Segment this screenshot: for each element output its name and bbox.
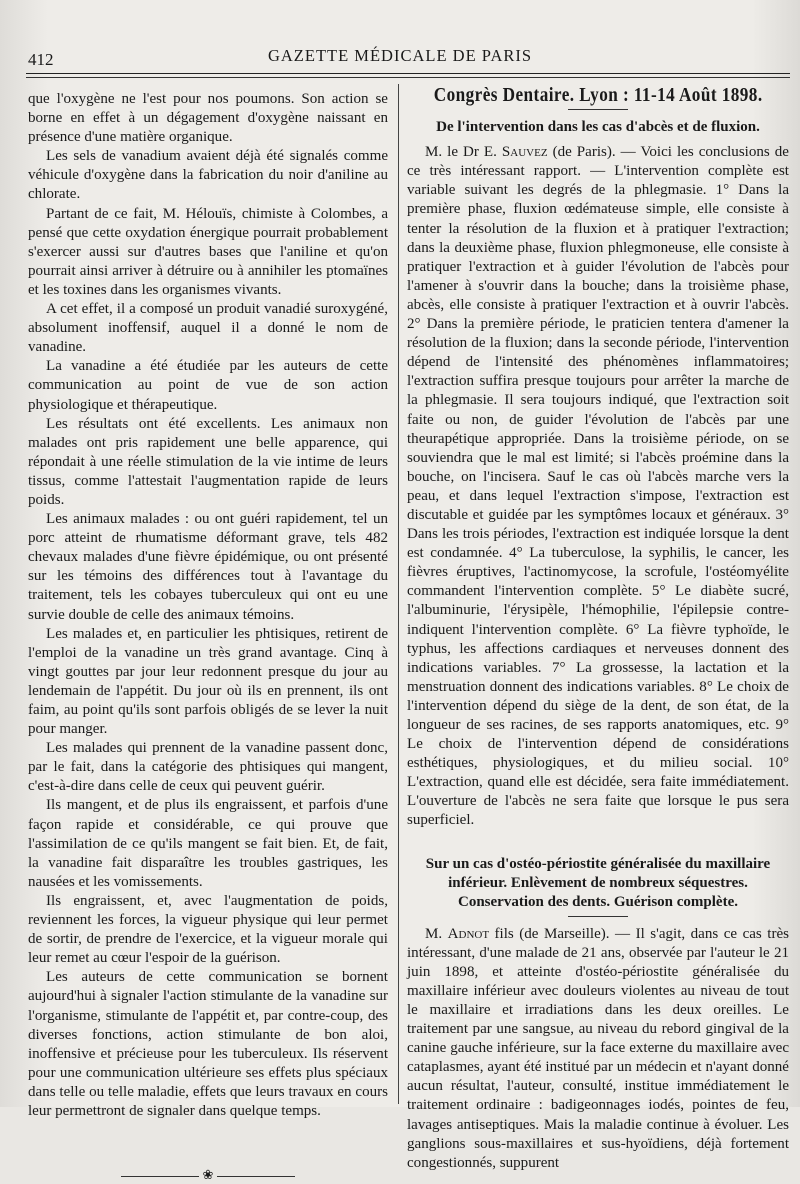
- paragraph: Les auteurs de cette communication se bornent aujourd'hui à signaler l'action stimulante de la vanadine sur l'organisme, stimulante de l'appétit et, par contre-coup, des diverses fonctions, action stimulante de bon aloi, inoffensive et précieuse pour les tuberculeux. Ils réservent pour une communication ultérieure ses effets plus spéciaux dans telle ou telle maladie, effets que leurs travaux en cours leur permettront de signaler dans quelque temps.: [28, 969, 388, 1119]
- section-title-osteo: Sur un cas d'ostéo-périostite généralisée du maxillaire inférieur. Enlèvement de nombreux séquestres. Conservation des dents. Guérison complète.: [425, 855, 771, 910]
- paragraph: Les sels de vanadium avaient déjà été signalés comme véhicule d'oxygène dans la fabrication du noir d'aniline au chlorate.: [28, 148, 388, 203]
- author-prefix: M.: [425, 925, 448, 942]
- paragraph: La vanadine a été étudiée par les auteurs de cette communication au point de vue de son action physiologique et thérapeutique.: [28, 358, 388, 413]
- section-title-abces: De l'intervention dans les cas d'abcès et de fluxion.: [436, 119, 760, 136]
- left-column: [28, 90, 388, 1184]
- running-title: GAZETTE MÉDICALE DE PARIS: [267, 46, 533, 65]
- page-number: 412: [28, 50, 54, 69]
- paragraph: Les résultats ont été excellents. Les animaux non malades ont pris rapidement une belle apparence, qui répondait à une réelle stimulation de la vie intime de leurs tissus, comme l'attestait l'augmentation rapide de leurs poids.: [28, 415, 388, 508]
- author-name: Sauvez: [501, 144, 548, 161]
- paragraph: Partant de ce fait, M. Hélouïs, chimiste à Colombes, a pensé que cette oxydation énergique pourrait probablement s'exercer aussi sur d'autres bases que l'aniline et qu'on pourrait ainsi arriver à détruire ou à annihiler les ptomaïnes et les toxines dans les organismes vivants.: [28, 205, 388, 298]
- section-body: fils (de Marseille). — Il s'agit, dans ce cas très intéressant, d'une malade de 21 ans, observée par l'auteur le 21 juin 1898, et atteinte d'ostéo-périostite généralisée du maxillaire inférieur avec douleurs violentes au niveau de tout le maxillaire et irradiations dans les deux oreilles. Le traitement par une sangsue, au niveau du rebord gingival de la canine gauche inférieure, sur la face externe du maxillaire avec cataplasmes, ayant été institué par un médecin et n'ayant donné aucun résultat, l'auteur, consulté, institue immédiatement le traitement ordinaire : badigeonnages iodés, pointes de feu, lavages antiseptiques. Mais la maladie continue à évoluer. Les ganglions sous-maxillaires et sus-hyoïdiens, déjà fortement congestionnés, suppurent: [407, 925, 789, 1171]
- author-prefix: M. le Dr E.: [425, 144, 502, 161]
- title-rule: [568, 916, 628, 917]
- ornament-divider: [28, 1165, 388, 1184]
- paragraph: Les animaux malades : ou ont guéri rapidement, tel un porc atteint de rhumatisme déformant grave, tels 482 chevaux malades d'une fièvre épidémique, ou ont présenté sur les témoins des différences tout à l'avantage du traitement, tels les cobayes tuberculeux qui ont eu une survie double de celle des animaux témoins.: [28, 511, 388, 623]
- ornament-icon: ❀: [202, 1167, 214, 1183]
- section-osteo-text: [407, 925, 789, 1173]
- paragraph: Ils mangent, et de plus ils engraissent, et parfois d'une façon rapide et considérable, ce qui prouve que l'assimilation de ce qu'ils mangent se fait bien. Et, de fait, la vanadine fait disparaître les troubles gastriques, les nausées et les vomissements.: [28, 797, 388, 890]
- author-name: Adnot: [447, 925, 490, 942]
- paragraph: Les malades qui prennent de la vanadine passent donc, par le fait, dans la catégorie des phtisiques qui mangent, c'est-à-dire dans celle de ceux qui peuvent guérir.: [28, 740, 388, 795]
- right-column: [407, 86, 789, 1173]
- section-body: (de Paris). — Voici les conclusions de ce très intéressant rapport. — L'intervention complète est variable suivant les degrés de la phlegmasie. 1° Dans la première phase, fluxion œdémateuse simple, elle consiste à tenter la résolution de la fluxion et à pratiquer l'extraction; dans la deuxième phase, fluxion phlegmoneuse, elle consiste à pratiquer l'extraction et à guider l'évolution de l'abcès pour l'amener à s'ouvrir dans la bouche; dans la troisième phase, abcès, elle consiste à pratiquer l'extraction et à ouvrir l'abcès. 2° Dans la première période, le praticien tentera d'amener la résolution de la fluxion; dans la seconde période, l'intervention dépend de l'intensité des phénomènes inflammatoires; l'extraction suffira presque toujours pour arrêter la marche de la phlegmasie. Il sera toujours indiqué, que l'extraction soit faite ou non, de guider l'évolution de l'abcès par une theurapétique appropriée. Dans la troisième période, on se souviendra que le mal est limité; si l'abcès proémine dans la bouche, on l'incisera. Sauf le cas où l'abcès marche vers la peau, et dans lequel l'extraction s'impose, l'extraction est discutable et guidée par les symptômes locaux et généraux. 3° Dans les trois périodes, l'extraction est indiquée lorsque la dent est condamnée. 4° La tuberculose, la syphilis, le cancer, les fièvres éruptives, l'actinomycose, la scrofule, l'ostéomyélite commandent l'intervention complète. 5° Le diabète sucré, l'albuminurie, l'érysipèle, l'hémophilie, l'épilepsie contre-indiquent l'intervention complète. 6° La fièvre typhoïde, le typhus, les affections cardiaques et nerveuses donnent des indications variables. 7° La grossesse, la lactation et la menstruation donnent des indications variables. 8° Le choix de l'intervention dépend du siège de la dent, de son état, de la longueur de ses racines, de ses rapports anatomiques, etc. 9° Le choix de l'intervention dépend de considérations esthétiques, physiologiques, et du milieu social. 10° L'extraction, quand elle est décidée, sera faite immédiatement. L'ouverture de l'abcès ne sera faite que lorsque le pus sera superficiel.: [407, 144, 789, 829]
- section-abces-text: [407, 143, 789, 830]
- title-rule: [568, 109, 628, 110]
- header-rule: [26, 73, 790, 74]
- column-divider: [398, 84, 399, 1104]
- header-rule-thin: [26, 77, 790, 78]
- paragraph: Les malades et, en particulier les phtisiques, retirent de l'emploi de la vanadine un très grand avantage. Cinq à vingt gouttes par jour leur redonnent presque du jour au lendemain de l'appétit. Du jour où ils en prennent, ils ont faim, au point qu'ils sont parfois obligés de se lever la nuit pour manger.: [28, 625, 388, 738]
- congress-title: Congrès Dentaire. Lyon : 11-14 Août 1898.: [433, 84, 763, 106]
- paragraph: que l'oxygène ne l'est pour nos poumons. Son action se borne en effet à un dégagement d'oxygène naissant en présence d'une matière organique.: [28, 91, 388, 146]
- paragraph: Ils engraissent, et, avec l'augmentation de poids, reviennent les forces, la vigueur physique qui leur permet de sortir, de prendre de l'exercice, et la vigueur morale qui leur remet au cœur l'espoir de la guérison.: [28, 892, 388, 967]
- paragraph: A cet effet, il a composé un produit vanadié suroxygéné, absolument inoffensif, auquel il a donné le nom de vanadine.: [28, 301, 388, 356]
